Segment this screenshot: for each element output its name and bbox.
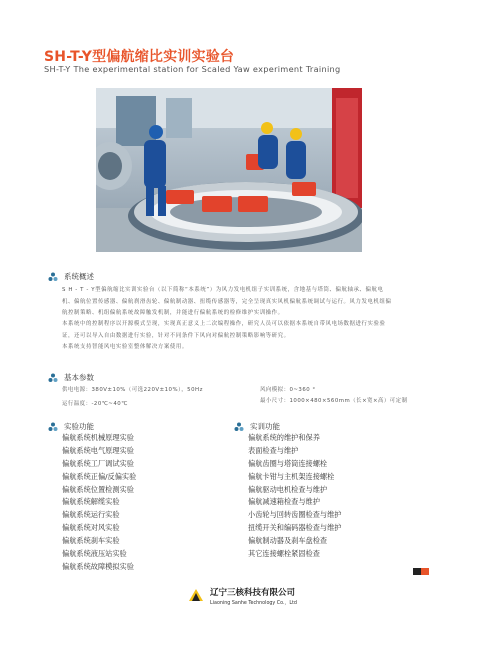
list-item: 偏航系统位置检测实验 xyxy=(62,484,134,494)
list-item: 偏航系统刹车实验 xyxy=(62,536,120,546)
page-subtitle: SH-T-Y The experimental station for Scaled Yaw experiment Training xyxy=(44,64,341,74)
page-title: SH-T-Y型偏航缩比实训实验台 xyxy=(44,49,235,65)
param-wind-direction: 风向模拟：0~360 ° xyxy=(260,387,316,393)
list-item: 偏航系统的维护和保养 xyxy=(248,433,320,442)
list-item: 偏航系统正偏/反偏实验 xyxy=(62,471,137,481)
list-item: 偏航减速箱检查与维护 xyxy=(248,497,320,507)
page-marker xyxy=(413,568,429,575)
params-title: 基本参数 xyxy=(64,373,94,382)
overview-heading xyxy=(48,271,94,282)
company-logo-icon xyxy=(188,588,204,604)
training-heading xyxy=(234,421,280,432)
overview-paragraph-2: 本系统中的控制程序以开源模式呈现，实现真正意义上二次编程操作，研究人员可以依据本系统自带风电场数据进行实验验证，还可以导入自由数据进行实验，针对不同条件下风向对偏航控制策略影响等研究。 xyxy=(62,321,386,339)
list-item: 偏航系统液压站实验 xyxy=(62,549,127,559)
list-item: 偏航系统对风实验 xyxy=(62,523,120,533)
experiments-title: 实验功能 xyxy=(64,422,94,431)
param-size: 最小尺寸：1000×480×560mm（长×宽×高）可定制 xyxy=(260,398,408,404)
section-bullet-icon xyxy=(48,272,58,282)
overview-title: 系统概述 xyxy=(64,272,94,281)
overview-paragraph-1: S H - T - Y型偏航缩比实训实验台（以下简称“本系统”）为风力发电机组子实训系统，含地基与塔筒、偏航轴承、偏航电机、偏航位置传感器、偏航刹滑齿轮、偏航制动器、扭缆传感器等，完全呈现真实风机偏航系统调试与运行。风力发电机组偏航控制策略、机组偏航系统故障触发机制，并能进行偏航系统的检修维护实训操作。 xyxy=(62,287,392,316)
experiments-list xyxy=(62,432,136,574)
list-item: 表面检查与维护 xyxy=(248,445,299,455)
section-bullet-icon xyxy=(48,373,58,383)
list-item: 偏航驱动电机检查与维护 xyxy=(248,484,328,494)
list-item: 偏航系统运行实验 xyxy=(62,510,120,520)
page-marker-accent xyxy=(421,568,429,575)
training-list xyxy=(248,432,341,561)
section-bullet-icon xyxy=(48,422,58,432)
params-heading xyxy=(48,372,94,383)
list-item: 偏航系统故障模拟实验 xyxy=(62,561,134,571)
list-item: 偏航制动器及刹车盘检查 xyxy=(248,536,328,546)
list-item: 偏航系统机械原理实验 xyxy=(62,433,134,442)
list-item: 偏航系统工厂调试实验 xyxy=(62,458,134,468)
list-item: 偏航齿圈与塔筒连接螺栓 xyxy=(248,458,328,468)
param-power: 供电电源：380V±10%（可选220V±10%），50Hz xyxy=(62,387,203,393)
overview-paragraph-3: 本系统支持智能风电实验室整体解决方案使用。 xyxy=(62,344,188,350)
experiments-heading xyxy=(48,421,94,432)
company-footer xyxy=(188,586,297,606)
list-item: 扭缆开关和编码器检查与维护 xyxy=(248,523,342,533)
page-marker-dark xyxy=(413,568,421,575)
company-name-en: Liaoning Sanhe Technology Co.，Ltd xyxy=(210,601,297,606)
list-item: 小齿轮与回转齿圈检查与维护 xyxy=(248,510,342,520)
workshop-photo xyxy=(96,88,362,252)
param-temperature: 运行温度：-20℃~40℃ xyxy=(62,401,128,407)
list-item: 偏航系统解缆实验 xyxy=(62,497,120,507)
training-title: 实训功能 xyxy=(250,422,280,431)
list-item: 偏航系统电气原理实验 xyxy=(62,445,134,455)
company-name-cn: 辽宁三核科技有限公司 xyxy=(210,588,296,598)
section-bullet-icon xyxy=(234,422,244,432)
list-item: 偏航卡钳与主机架连接螺栓 xyxy=(248,471,335,481)
list-item: 其它连接螺栓紧固检查 xyxy=(248,549,320,559)
